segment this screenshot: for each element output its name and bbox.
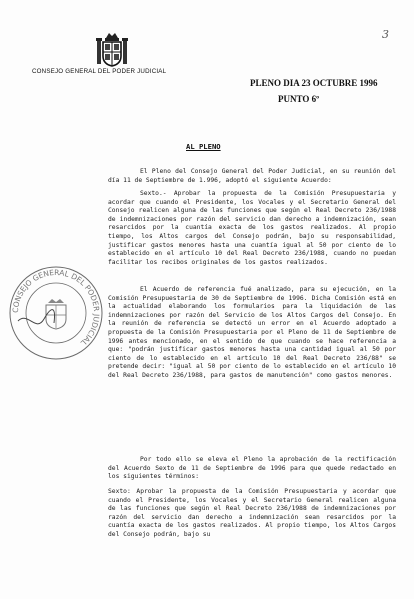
agenda-item: PUNTO 6º: [278, 94, 320, 104]
paragraph: Sexto: Aprobar la propuesta de la Comisión Presupuestaria y acordar que cuando el Presidente, los Vocales y el Secretario General realicen alguna de las funciones que según el Real Decreto 236/1988 de indemnizaciones por razón del servicio dan derecho a indemnización sean resarcidos por la cuantía exacta de los gastos realizados. Al propio tiempo, los Altos Cargos del Consejo podrán, bajo su: [108, 488, 396, 538]
coat-of-arms-icon: [95, 30, 129, 68]
handwritten-page-mark: 3: [382, 28, 389, 41]
paragraph: Sexto.- Aprobar la propuesta de la Comisión Presupuestaria y acordar que cuando el Presidente, los Vocales y el Secretario General del Consejo realicen alguna de las funciones que según el Real Decreto 236/1988 de indemnizaciones por razón del servicio dan derecho a indemnización, sean resarcidos por la cuantía exacta de los gastos realizados. Al propio tiempo, los Altos cargos del Consejo podrán, bajo su responsabilidad, justificar gastos menores hasta una cuantía igual al 50 por ciento de lo establecido en el artículo 10 del Real Decreto 236/1988, cuando no puedan facilitar los recibos originales de los gastos realizados.: [108, 190, 396, 266]
stamp-text: CONSEJO GENERAL DEL PODER JUDICIAL: [10, 267, 102, 348]
organization-name: CONSEJO GENERAL DEL PODER JUDICIAL: [32, 68, 167, 75]
paragraph: El Acuerdo de referencia fué analizado, para su ejecución, en la Comisión Presupuestaria de 30 de Septiembre de 1996. Dicha Comisión está en la actualidad elaborando los formularios para la liquidación de las indemnizaciones por razón del Servicio de los Altos Cargos del Consejo. En la reunión de referencia se detectó un error en el Acuerdo adoptado a propuesta de la Comisión Presupuestaria por el Pleno de 11 de Septiembre de 1996 antes mencionado, en el sentido de que cuando se hace referencia a que: "podrán justificar gastos menores hasta una cantidad igual al 50 por ciento de lo establecido en el artículo 10 del Real Decreto 236/88" se pretende decir: "igual al 50 por ciento de lo establecido en el artículo 10 del Real Decreto 236/1988, para gastos de manutención" como gastos menores.: [108, 286, 396, 379]
paragraph: Por todo ello se eleva el Pleno la aprobación de la rectificación del Acuerdo Sexto de 11 de Septiembre de 1996 para que quede redactado en los siguientes términos:: [108, 456, 396, 481]
official-stamp-seal: [6, 263, 106, 363]
paragraph: El Pleno del Consejo General del Poder Judicial, en su reunión del día 11 de Septiembre de 1.996, adoptó el siguiente Acuerdo:: [108, 168, 396, 184]
document-heading: AL PLENO: [186, 142, 221, 151]
session-date: PLENO DIA 23 OCTUBRE 1996: [250, 78, 378, 88]
